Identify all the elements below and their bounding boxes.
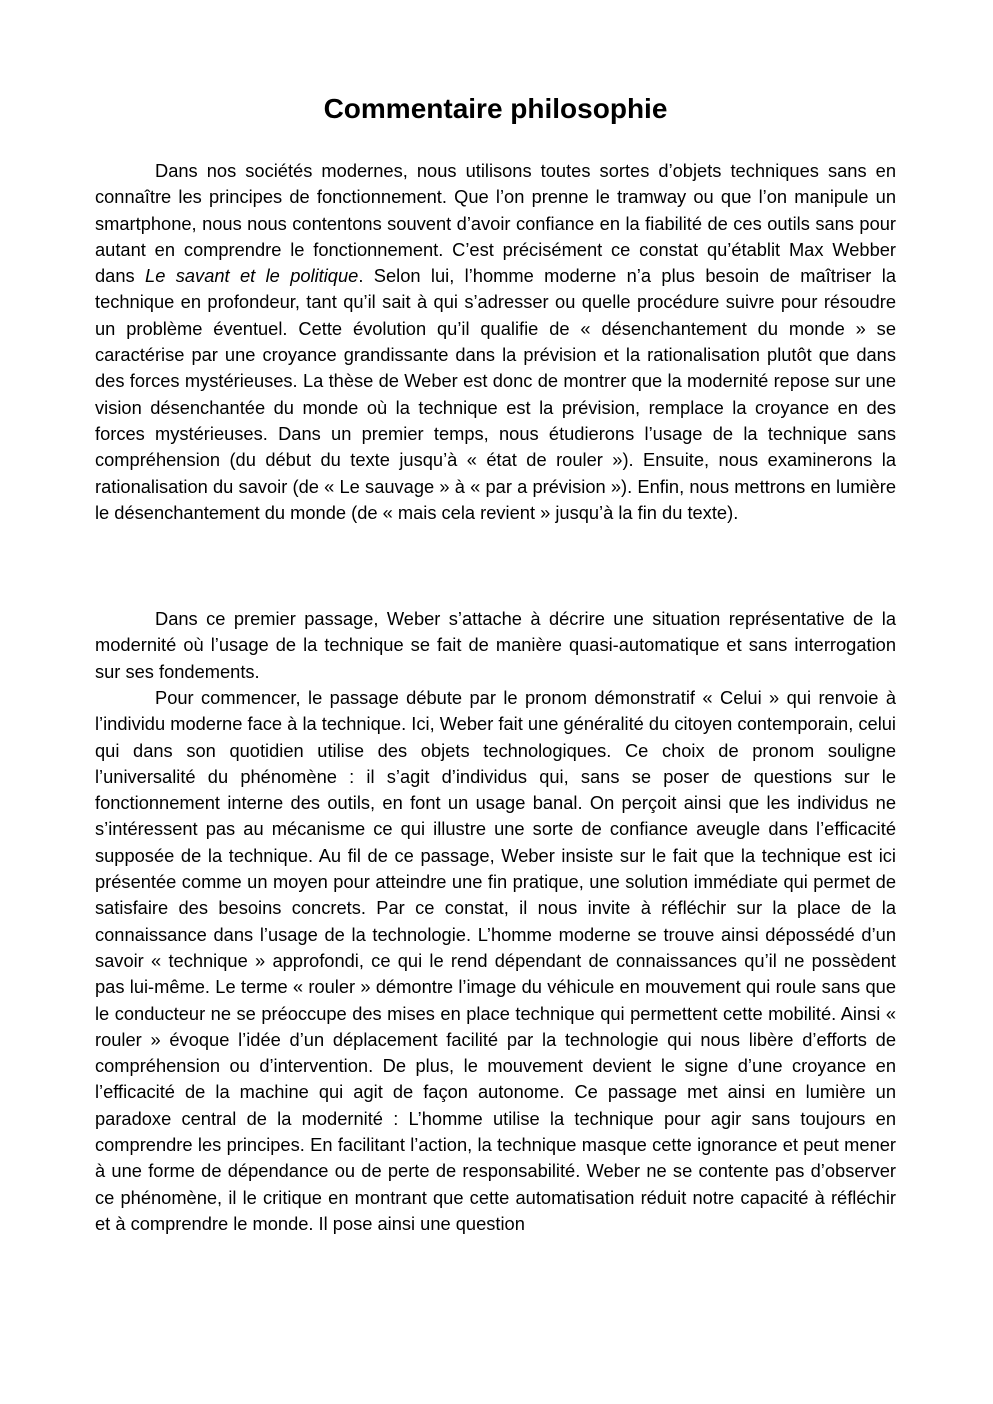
page-title: Commentaire philosophie [323, 93, 668, 124]
section-intro-paragraph: Dans ce premier passage, Weber s’attache à décrire une situation représentative de la modernité où l’usage de la technique se fait de manière quasi-automatique et sans interrogation sur ses fondements. [95, 608, 896, 682]
intro-text-part1: Dans nos sociétés modernes, nous utilisons toutes sortes d’objets techniques sans en connaître les principes de fonctionnement. Que l’on prenne le tramway ou que l’on manipule un smartphone, nous nous contentons souvent d’avoir confiance en la fiabilité de ces outils sans pour autant en comprendre le fonctionnement. C’est précisément ce constat qu’établit Max Webber dans [95, 160, 896, 287]
analysis-paragraph: Pour commencer, le passage débute par le pronom démonstratif « Celui » qui renvoie à l’individu moderne face à la technique. Ici, Weber fait une généralité du citoyen contemporain, celui qui dans son quotidien utilise des objets technologiques. Ce choix de pronom souligne l’universalité du phénomène : il s’agit d’individus qui, sans se poser de questions sur le fonctionnement interne des outils, en font un usage banal. On perçoit ainsi que les individus ne s’intéressent pas au mécanisme ce qui illustre une sorte de confiance aveugle dans l’efficacité supposée de la technique. Au fil de ce passage, Weber insiste sur le fait que la technique est ici présentée comme un moyen pour atteindre une fin pratique, une solution immédiate qui permet de satisfaire des besoins concrets. Par ce constat, il nous invite à réfléchir sur la place de la connaissance dans l’usage de la technologie. L’homme moderne se trouve ainsi dépossédé d’un savoir « technique » approfondi, ce qui le rend dépendant de connaissances qu’il ne possèdent pas lui-même. Le terme « rouler » démontre l’image du véhicule en mouvement qui roule sans que le conducteur ne se préoccupe des mises en place technique qui permettent cette mobilité. Ainsi « rouler » évoque l’idée d’un déplacement facilité par la technologie qui nous libère d’efforts de compréhension ou d’intervention. De plus, le mouvement devient le signe d’une croyance en l’efficacité de la machine qui agit de façon autonome. Ce passage met ainsi en lumière un paradoxe central de la modernité : L’homme utilise la technique pour agir sans toujours en comprendre les principes. En facilitant l’action, la technique masque cette ignorance et peut mener à une forme de dépendance ou de perte de responsabilité. Weber ne se contente pas d’observer ce phénomène, il le critique en montrant que cette automatisation réduit notre capacité à réfléchir et à comprendre le monde. Il pose ainsi une question [95, 687, 896, 1234]
book-title: Le savant et le politique [145, 265, 359, 287]
intro-text-part2: . Selon lui, l’homme moderne n’a plus besoin de maîtriser la technique en profondeur, tant qu’il sait à qui s’adresser ou quelle procédure suivre pour résoudre un problème éventuel. Cette évolution qu’il qualifie de « désenchantement du monde » se caractérise par une croyance grandissante dans la prévision et la rationalisation plutôt que dans des forces mystérieuses. La thèse de Weber est donc de montrer que la modernité repose sur une vision désenchantée du monde où la technique est la prévision, remplace la croyance en des forces mystérieuses. Dans un premier temps, nous étudierons l’usage de la technique sans compréhension (du début du texte jusqu’à « état de rouler »). Ensuite, nous examinerons la rationalisation du savoir (de « Le sauvage » à « par a prévision »). Enfin, nous mettrons en lumière le désenchantement du monde (de « mais cela revient » jusqu’à la fin du texte). [95, 265, 896, 523]
introduction-paragraph [95, 158, 896, 526]
